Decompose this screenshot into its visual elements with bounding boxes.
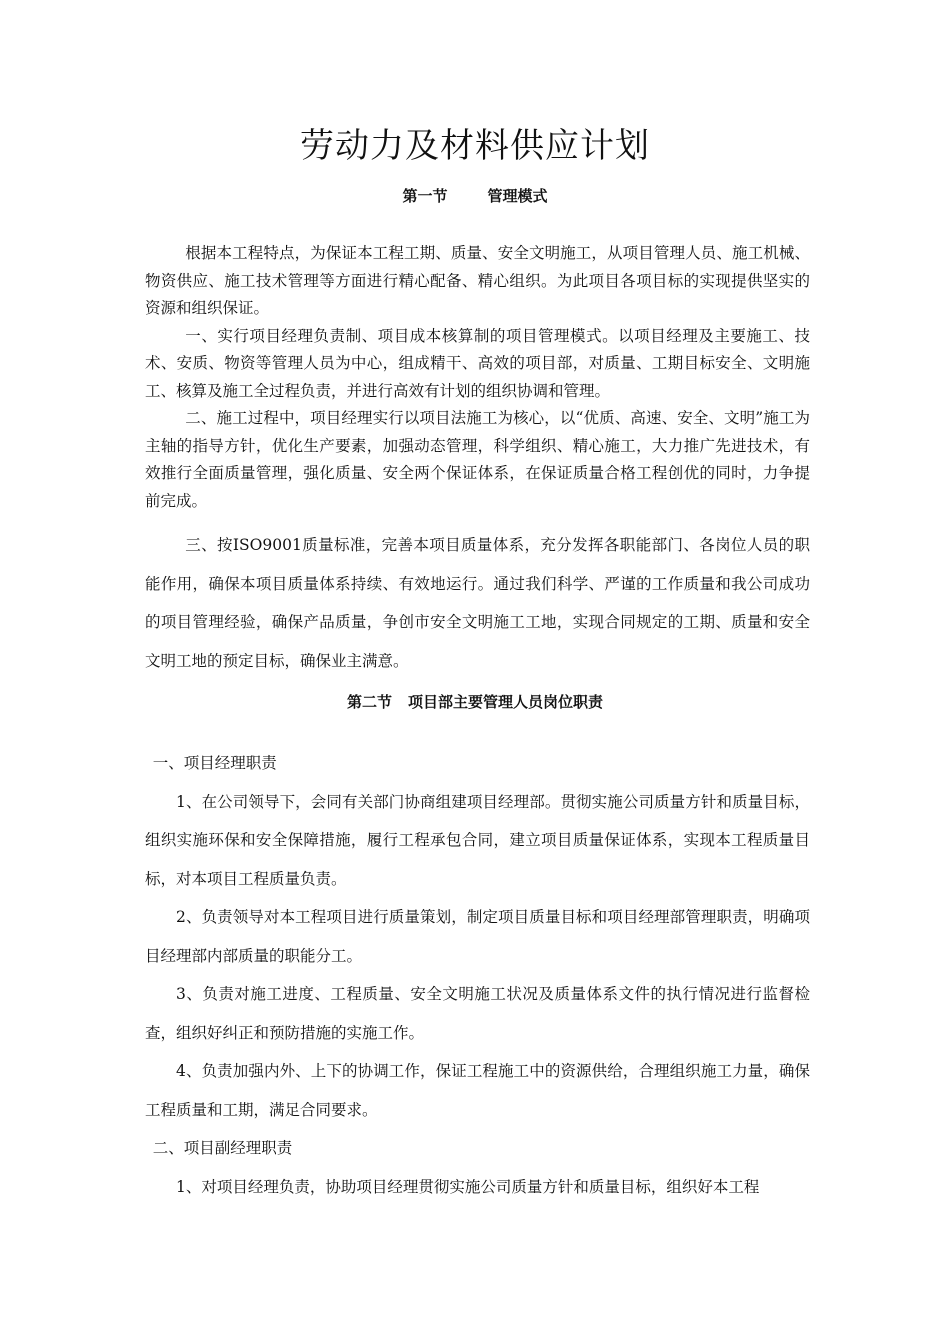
paragraph-point-2: 二、施工过程中，项目经理实行以项目法施工为核心，以“优质、高速、安全、文明”施工为主轴的指导方针，优化生产要素，加强动态管理，科学组织、精心施工，大力推广先进技术，有效推行全面质量管理，强化质量、安全两个保证体系，在保证质量合格工程创优的同时，力争提前完成。 xyxy=(145,409,810,510)
paragraph-point-1: 一、实行项目经理负责制、项目成本核算制的项目管理模式。以项目经理及主要施工、技术、安质、物资等管理人员为中心，组成精干、高效的项目部，对质量、工期目标安全、文明施工、核算及施工全过程负责，并进行高效有计划的组织协调和管理。 xyxy=(145,326,810,400)
section-1-body-continued xyxy=(145,526,810,680)
list-item: 1、在公司领导下，会同有关部门协商组建项目经理部。贯彻实施公司质量方针和质量目标，组织实施环保和安全保障措施，履行工程承包合同，建立项目质量保证体系，实现本工程质量目标，对本项目工程质量负责。 xyxy=(145,792,810,888)
section-2-number: 第二节 xyxy=(346,693,392,711)
list-item: 1、对项目经理负责，协助项目经理贯彻实施公司质量方针和质量目标，组织好本工程 xyxy=(176,1177,760,1196)
list-item: 2、负责领导对本工程项目进行质量策划，制定项目质量目标和项目经理部管理职责，明确项目经理部内部质量的职能分工。 xyxy=(145,908,810,965)
section-1-heading xyxy=(0,184,950,208)
section-2-name: 项目部主要管理人员岗位职责 xyxy=(408,693,604,711)
section-2-body xyxy=(145,744,810,1206)
list-item: 3、负责对施工进度、工程质量、安全文明施工状况及质量体系文件的执行情况进行监督检查，组织好纠正和预防措施的实施工作。 xyxy=(145,985,810,1042)
paragraph-point-3: 三、按ISO9001质量标准，完善本项目质量体系，充分发挥各职能部门、各岗位人员的职能作用，确保本项目质量体系持续、有效地运行。通过我们科学、严谨的工作质量和我公司成功的项目管理经验，确保产品质量，争创市安全文明施工工地，实现合同规定的工期、质量和安全文明工地的预定目标，确保业主满意。 xyxy=(145,536,810,670)
section-2-heading xyxy=(0,690,950,714)
section-1-body xyxy=(145,240,810,515)
list-item: 4、负责加强内外、上下的协调工作，保证工程施工中的资源供给，合理组织施工力量，确保工程质量和工期，满足合同要求。 xyxy=(145,1062,810,1119)
page-title: 劳动力及材料供应计划 xyxy=(300,126,650,166)
section-1-number: 第一节 xyxy=(402,187,448,205)
subheading-deputy-manager-duties: 二、项目副经理职责 xyxy=(152,1139,293,1157)
section-1-name: 管理模式 xyxy=(487,187,548,205)
subheading-manager-duties: 一、项目经理职责 xyxy=(152,754,277,772)
paragraph-intro: 根据本工程特点，为保证本工程工期、质量、安全文明施工，从项目管理人员、施工机械、物资供应、施工技术管理等方面进行精心配备、精心组织。为此项目各项目标的实现提供坚实的资源和组织保证。 xyxy=(145,244,810,317)
